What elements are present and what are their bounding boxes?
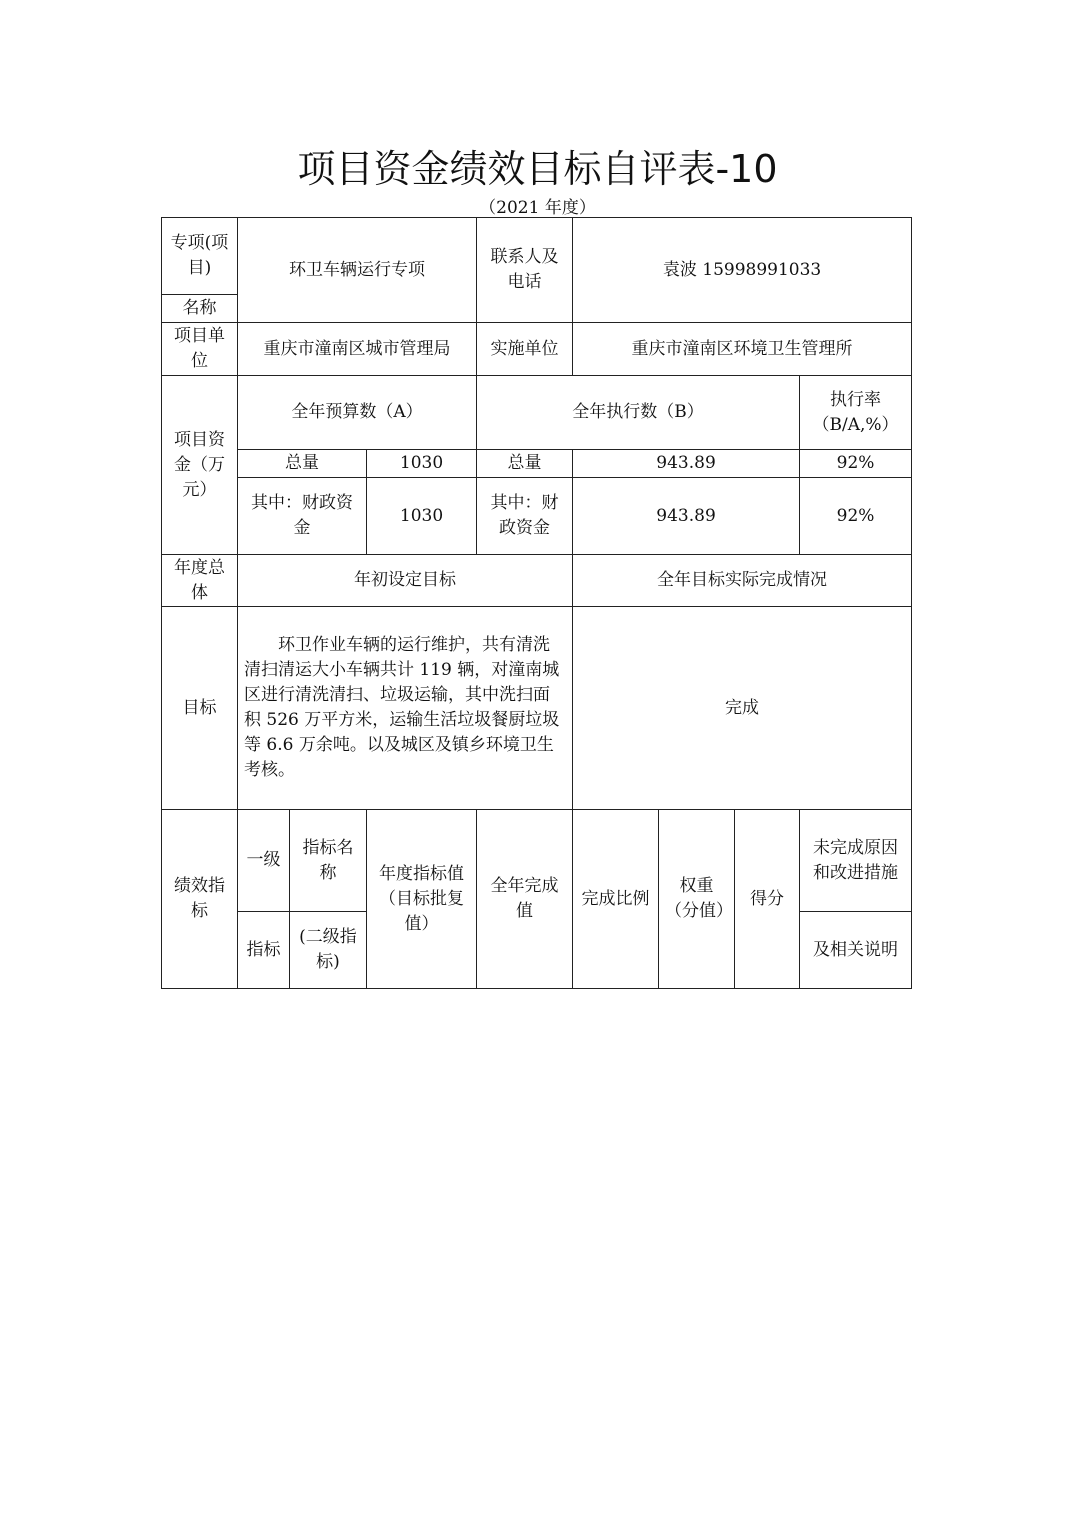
- funds-label: 项目资金（万元）: [162, 376, 238, 555]
- total-exec: 943.89: [573, 450, 800, 478]
- indicator-name-bottom: (二级指标): [290, 912, 367, 989]
- fiscal-exec: 943.89: [573, 478, 800, 555]
- exec-header: 全年执行数（B）: [477, 376, 800, 450]
- completion-header: 全年目标实际完成情况: [573, 555, 912, 607]
- reason-header-top: 未完成原因和改进措施: [800, 810, 912, 912]
- total-label: 总量: [238, 450, 367, 478]
- fiscal-label-2: 其中：财政资金: [477, 478, 573, 555]
- score-header: 得分: [735, 810, 800, 989]
- goal-label: 目标: [162, 607, 238, 810]
- fiscal-label: 其中：财政资金: [238, 478, 367, 555]
- unit-label: 项目单位: [162, 323, 238, 376]
- annual-value-header: 年度指标值（目标批复值）: [367, 810, 477, 989]
- fiscal-rate: 92%: [800, 478, 912, 555]
- total-label-2: 总量: [477, 450, 573, 478]
- total-rate: 92%: [800, 450, 912, 478]
- goal-completion: 完成: [573, 607, 912, 810]
- evaluation-table: [161, 217, 912, 989]
- full-year-value-header: 全年完成值: [477, 810, 573, 989]
- budget-header: 全年预算数（A）: [238, 376, 477, 450]
- project-name-label-top: 专项(项目): [162, 218, 238, 295]
- fiscal-budget: 1030: [367, 478, 477, 555]
- page-title: 项目资金绩效目标自评表-10: [297, 147, 778, 191]
- unit-value: 重庆市潼南区城市管理局: [238, 323, 477, 376]
- indicator-name-top: 指标名称: [290, 810, 367, 912]
- rate-header: 执行率（B/A,%）: [800, 376, 912, 450]
- contact-label: 联系人及电话: [477, 218, 573, 323]
- level1-bottom: 指标: [238, 912, 290, 989]
- goal-text-cell: [238, 607, 573, 810]
- perf-label: 绩效指标: [162, 810, 238, 989]
- contact-value: 袁波 15998991033: [573, 218, 912, 323]
- project-name-value: 环卫车辆运行专项: [238, 218, 477, 323]
- total-budget: 1030: [367, 450, 477, 478]
- target-header: 年初设定目标: [238, 555, 573, 607]
- annual-label: 年度总体: [162, 555, 238, 607]
- impl-label: 实施单位: [477, 323, 573, 376]
- level1-top: 一级: [238, 810, 290, 912]
- goal-text: 环卫作业车辆的运行维护，共有清洗清扫清运大小车辆共计 119 辆，对潼南城区进行清洗清扫、垃圾运输，其中洗扫面积 526 万平方米，运输生活垃圾餐厨垃圾等 6.6 万余吨。以及城区及镇乡环境卫生考核。: [244, 635, 560, 780]
- completion-ratio-header: 完成比例: [573, 810, 659, 989]
- impl-value: 重庆市潼南区环境卫生管理所: [573, 323, 912, 376]
- weight-header: 权重（分值）: [659, 810, 735, 989]
- project-name-label-bottom: 名称: [162, 295, 238, 323]
- page-subtitle: （2021 年度）: [479, 198, 596, 218]
- reason-header-bottom: 及相关说明: [800, 912, 912, 989]
